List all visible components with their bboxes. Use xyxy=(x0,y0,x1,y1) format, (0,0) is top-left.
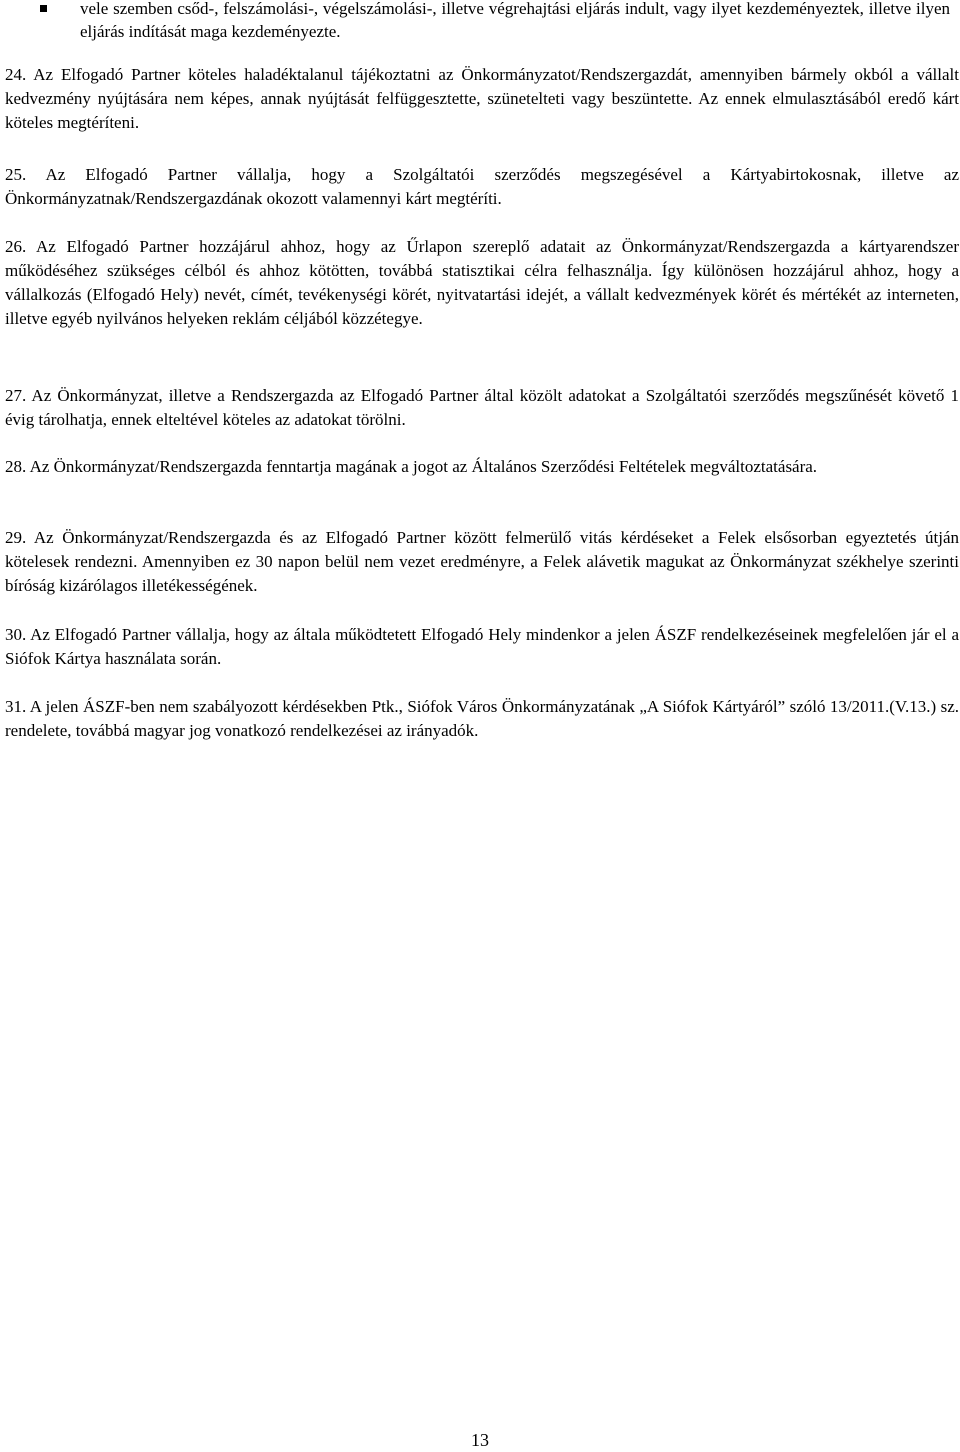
paragraph-28 xyxy=(5,455,959,479)
paragraph-text: Az Elfogadó Partner hozzájárul ahhoz, hogy az Űrlapon szereplő adatait az Önkormányzat/Rendszergazda a kártyarendszer működéséhez szükséges célból és ahhoz kötötten, továbbá statisztikai célra felhasználja. Így különösen hozzájárul ahhoz, hogy a vállalkozás (Elfogadó Hely) nevét, címét, tevékenységi körét, nyitvatartási idejét, a vállalt kedvezmények körét és mértékét az interneten, illetve egyéb nyilvános helyeken reklám céljából közzétegye. xyxy=(5,237,960,328)
paragraph-text: Az Önkormányzat, illetve a Rendszergazda az Elfogadó Partner által közölt adatokat a Szolgáltatói szerződés megszűnését követő 1 évig tárolhatja, ennek elteltével köteles az adatokat törölni. xyxy=(5,386,959,429)
paragraph-number: 28. xyxy=(5,457,27,476)
paragraph-number: 31. xyxy=(5,697,27,716)
paragraph-26 xyxy=(5,235,959,331)
bullet-text: vele szemben csőd-, felszámolási-, végelszámolási-, illetve végrehajtási eljárás indult, vagy ilyet kezdeményeztek, illetve ilyen eljárás indítását maga kezdeményezte. xyxy=(80,0,950,41)
paragraph-30 xyxy=(5,623,959,671)
paragraph-number: 25. xyxy=(5,165,27,184)
paragraph-number: 29. xyxy=(5,528,27,547)
square-bullet-icon xyxy=(40,5,47,12)
paragraph-number: 27. xyxy=(5,386,27,405)
paragraph-text: Az Önkormányzat/Rendszergazda és az Elfogadó Partner között felmerülő vitás kérdéseket a Felek elsősorban egyeztetés útján kötelesek rendezni. Amennyiben ez 30 napon belül nem vezet eredményre, a Felek alávetik magukat az Önkormányzat székhelye szerinti bíróság kizárólagos illetékességének. xyxy=(5,528,960,595)
paragraph-31 xyxy=(5,695,959,743)
paragraph-27 xyxy=(5,384,959,432)
paragraph-text: Az Elfogadó Partner vállalja, hogy a Szolgáltatói szerződés megszegésével a Kártyabirtokosnak, illetve az Önkormányzatnak/Rendszergazdának okozott valamennyi kárt megtéríti. xyxy=(5,165,959,208)
page-number: 13 xyxy=(471,1430,489,1450)
paragraph-text: Az Önkormányzat/Rendszergazda fenntartja magának a jogot az Általános Szerződési Feltételek megváltoztatására. xyxy=(29,457,818,476)
paragraph-24 xyxy=(5,63,959,135)
paragraph-number: 30. xyxy=(5,625,27,644)
paragraph-text: Az Elfogadó Partner vállalja, hogy az általa működtetett Elfogadó Hely mindenkor a jelen ÁSZF rendelkezéseinek megfelelően jár el a Siófok Kártya használata során. xyxy=(5,625,959,668)
paragraph-number: 26. xyxy=(5,237,27,256)
paragraph-text: Az Elfogadó Partner köteles haladéktalanul tájékoztatni az Önkormányzatot/Rendszergazdát, amennyiben bármely okból a vállalt kedvezmény nyújtására nem képes, annak nyújtását felfüggesztette, szünetelteti vagy beszüntette. Az ennek elmulasztásából eredő kárt köteles megtéríteni. xyxy=(5,65,959,132)
paragraph-25 xyxy=(5,163,959,211)
paragraph-text: A jelen ÁSZF-ben nem szabályozott kérdésekben Ptk., Siófok Város Önkormányzatának „A Siófok Kártyáról” szóló 13/2011.(V.13.) sz. rendelete, továbbá magyar jog vonatkozó rendelkezései az irányadók. xyxy=(5,697,959,740)
paragraph-number: 24. xyxy=(5,65,27,84)
paragraph-29 xyxy=(5,526,959,598)
